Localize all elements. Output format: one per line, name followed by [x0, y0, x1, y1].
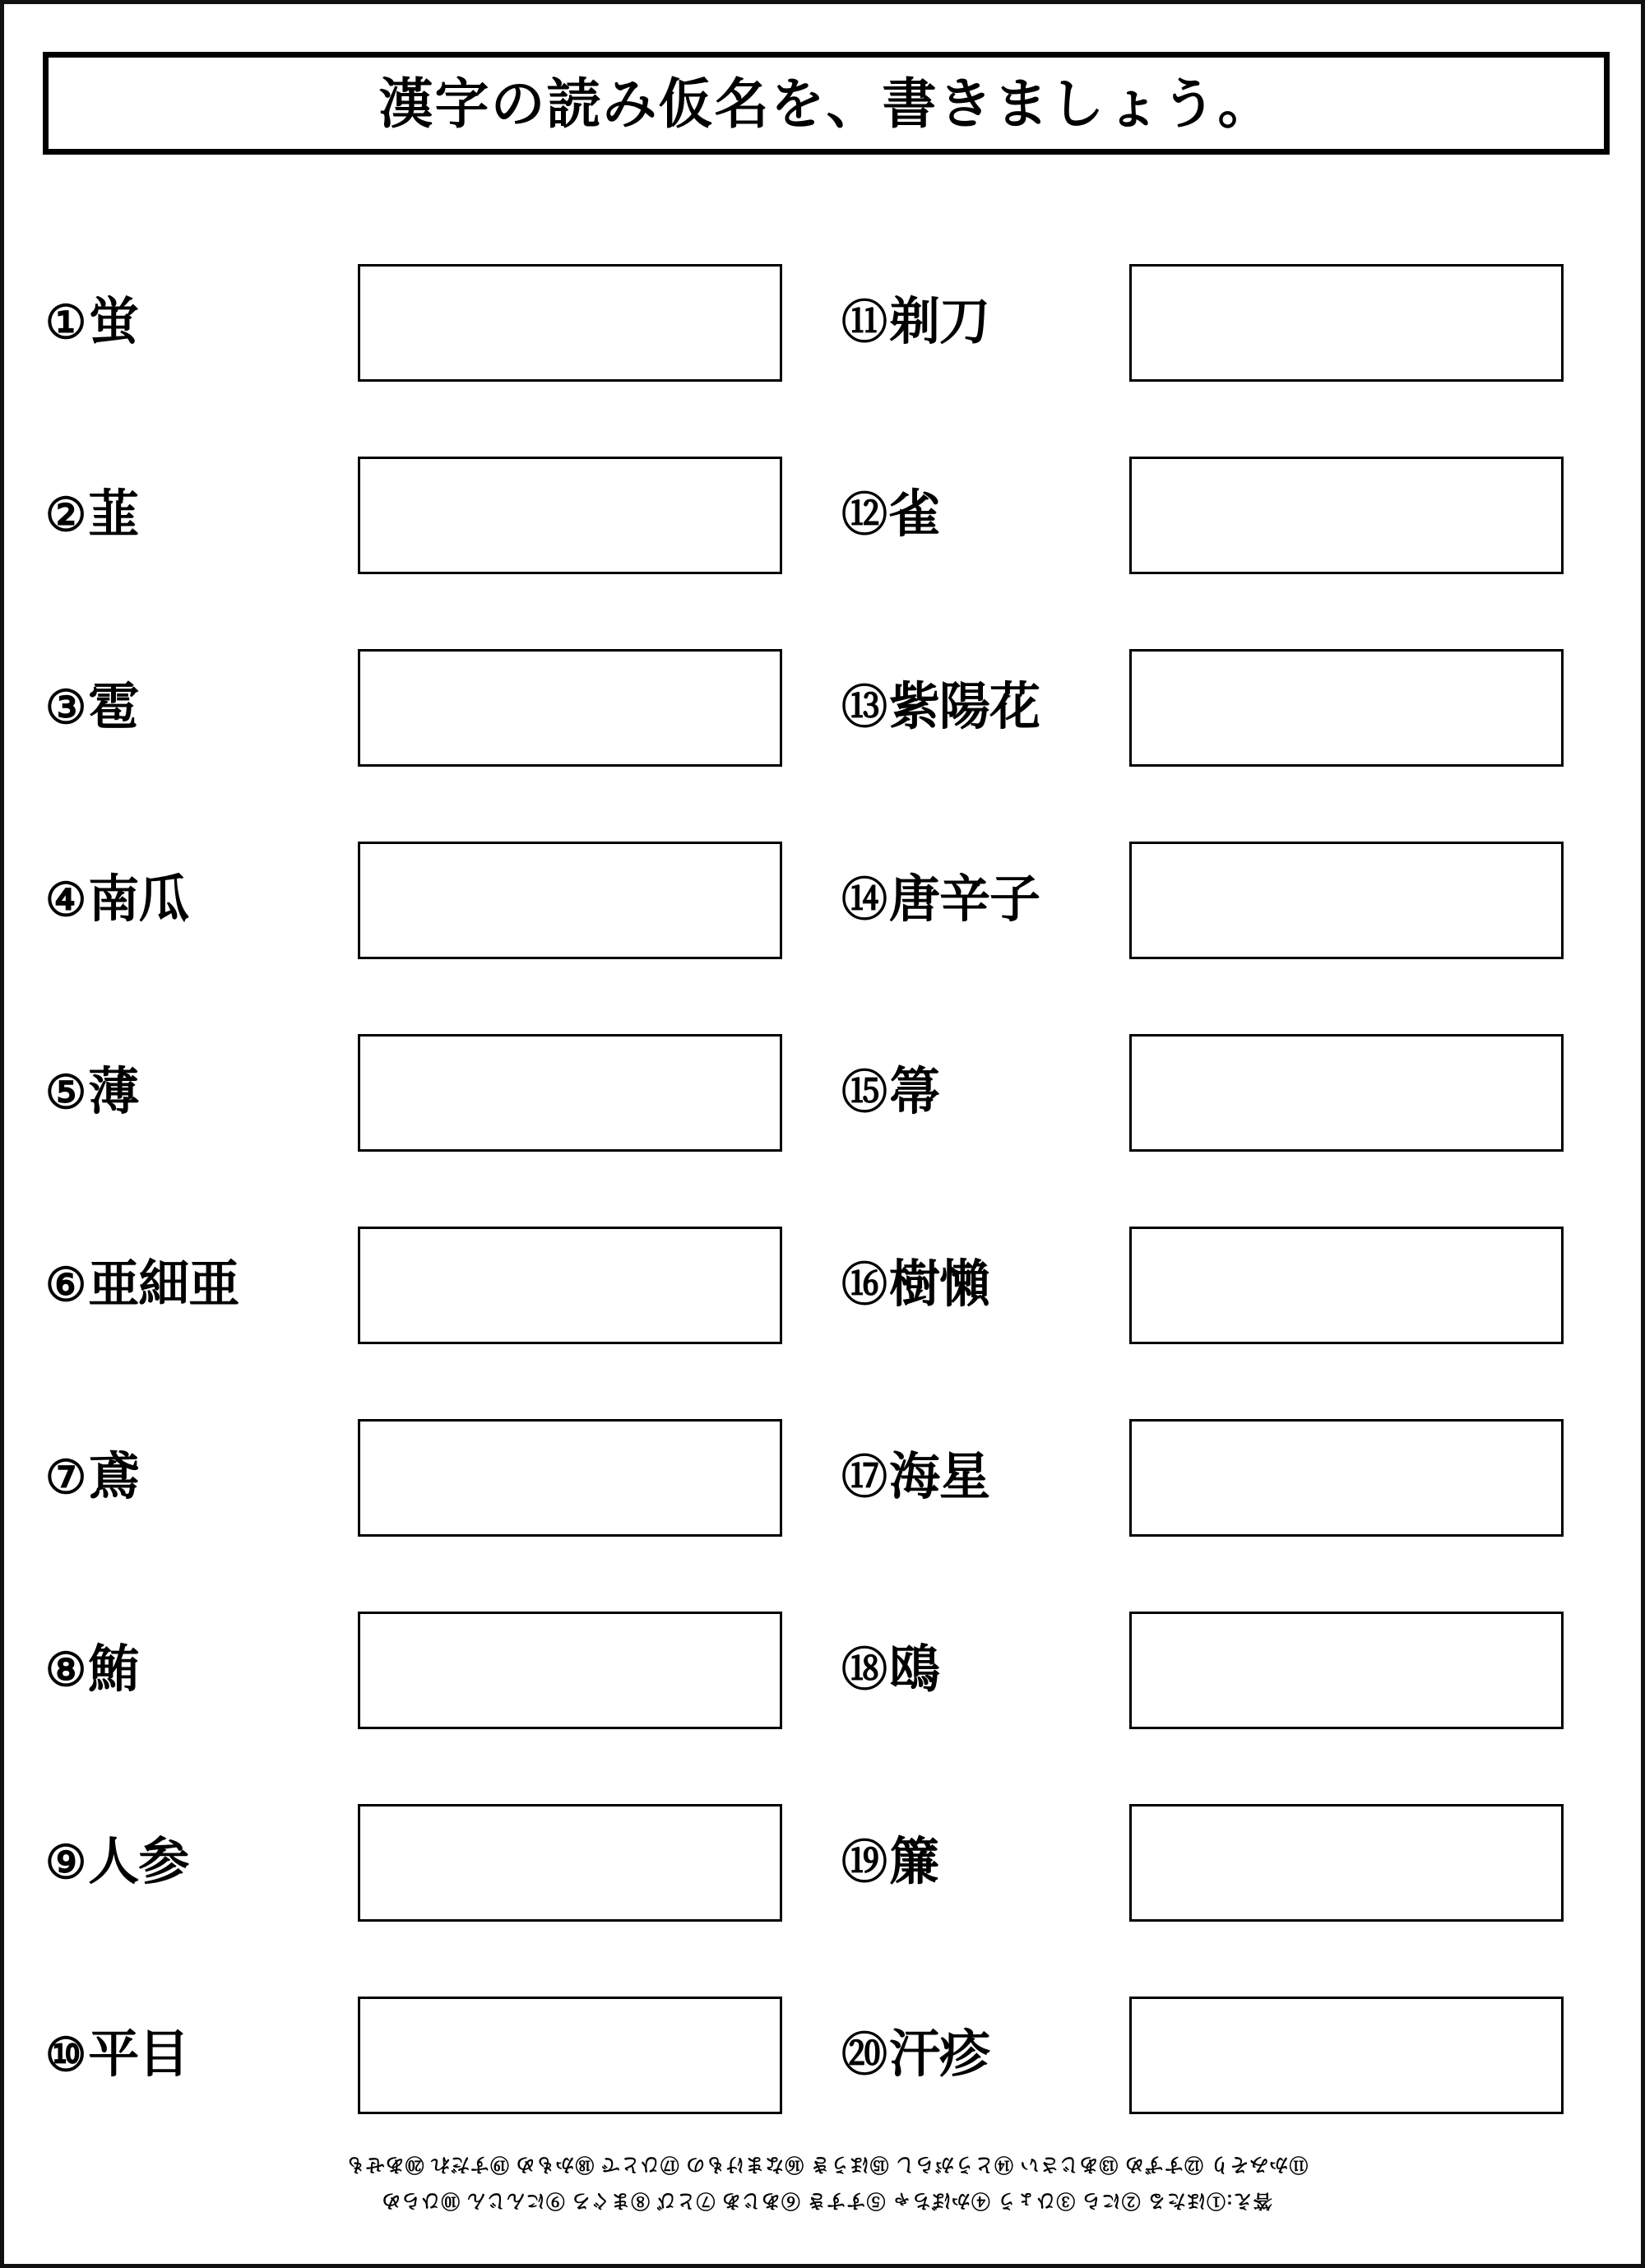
question-number: ④ [45, 874, 87, 925]
question-row [841, 804, 1624, 996]
answer-input[interactable] [1129, 1419, 1564, 1537]
answer-input[interactable] [1129, 649, 1564, 767]
question-row [45, 1959, 817, 2151]
question-number: ⑫ [841, 489, 887, 540]
page-title: 漢字の読み仮名を、書きましょう。 [378, 72, 1274, 134]
answer-input[interactable] [1129, 1612, 1564, 1729]
question-word: 亜細亜 [88, 1256, 239, 1313]
question-row [45, 804, 817, 996]
question-number: ⑮ [841, 1066, 887, 1118]
worksheet-title-bar [43, 52, 1610, 155]
question-word: 雹 [88, 679, 139, 735]
question-word: 鴎 [889, 1641, 940, 1698]
question-number: ⑳ [841, 2029, 887, 2080]
questions-column-right [827, 226, 1645, 2151]
question-label [841, 2026, 1129, 2083]
question-label [45, 2026, 358, 2083]
answer-input[interactable] [358, 842, 782, 959]
question-word: 海星 [889, 1449, 990, 1505]
question-label [841, 1834, 1129, 1890]
question-number: ③ [45, 681, 87, 733]
question-number: ⑯ [841, 1259, 887, 1310]
answer-input[interactable] [358, 1419, 782, 1537]
answer-key-line-2: ⑪かみそり ⑫すずめ ⑬あじさい ⑭とうがらし ⑮ほうき ⑯なまけもの ⑰ひとで ⑱かもめ ⑲すだれ ⑳あせも [345, 2154, 1309, 2176]
question-number: ① [45, 296, 87, 348]
answer-input[interactable] [358, 649, 782, 767]
answer-input[interactable] [1129, 1034, 1564, 1152]
question-number: ⑬ [841, 681, 887, 733]
question-word: 蛍 [88, 294, 139, 350]
questions-area [4, 226, 1645, 2151]
question-row [45, 996, 817, 1189]
question-word: 人参 [88, 1834, 189, 1890]
question-label [45, 1641, 358, 1698]
answer-input[interactable] [1129, 457, 1564, 574]
question-row [45, 611, 817, 804]
question-row [45, 1766, 817, 1959]
question-row [45, 1381, 817, 1574]
question-label [841, 1641, 1129, 1698]
question-number: ⑧ [45, 1644, 87, 1695]
answer-key-line-1: 答え:①ほたる ②にら ③ひょう ④かぼちゃ ⑤すすき ⑥あじあ ⑦とび ⑧まぐろ ⑨にんじん ⑩ひらめ [381, 2191, 1272, 2212]
question-label [45, 1449, 358, 1505]
question-label [841, 1449, 1129, 1505]
question-label [841, 294, 1129, 350]
question-word: 薄 [88, 1064, 139, 1120]
answer-input[interactable] [358, 1612, 782, 1729]
question-number: ⑨ [45, 1836, 87, 1888]
question-word: 簾 [889, 1834, 940, 1890]
answer-key-footer [4, 2142, 1645, 2241]
answer-input[interactable] [358, 264, 782, 382]
question-label [841, 871, 1129, 928]
question-row [45, 1189, 817, 1381]
question-row [841, 996, 1624, 1189]
question-number: ⑰ [841, 1451, 887, 1503]
question-row [841, 419, 1624, 611]
answer-input[interactable] [1129, 1227, 1564, 1344]
answer-input[interactable] [1129, 1804, 1564, 1922]
question-label [841, 1256, 1129, 1313]
question-word: 唐辛子 [889, 871, 1040, 928]
question-label [841, 486, 1129, 543]
question-word: 箒 [889, 1064, 940, 1120]
question-label [45, 1256, 358, 1313]
answer-input[interactable] [358, 1804, 782, 1922]
question-label [45, 1064, 358, 1120]
question-row [841, 1381, 1624, 1574]
answer-input[interactable] [358, 1227, 782, 1344]
questions-column-left [4, 226, 827, 2151]
question-number: ⑥ [45, 1259, 87, 1310]
answer-input[interactable] [358, 1034, 782, 1152]
question-label [45, 294, 358, 350]
question-number: ⑦ [45, 1451, 87, 1503]
question-row [841, 1766, 1624, 1959]
question-row [841, 226, 1624, 419]
question-word: 南瓜 [88, 871, 189, 928]
question-word: 汗疹 [889, 2026, 990, 2083]
question-row [841, 611, 1624, 804]
answer-input[interactable] [1129, 842, 1564, 959]
question-word: 鮪 [88, 1641, 139, 1698]
question-row [841, 1189, 1624, 1381]
question-word: 紫陽花 [889, 679, 1040, 735]
question-number: ⑤ [45, 1066, 87, 1118]
question-label [841, 679, 1129, 735]
question-word: 鳶 [88, 1449, 139, 1505]
answer-input[interactable] [358, 457, 782, 574]
question-number: ⑱ [841, 1644, 887, 1695]
question-word: 雀 [889, 486, 940, 543]
question-number: ② [45, 489, 87, 540]
question-word: 韮 [88, 486, 139, 543]
question-number: ⑲ [841, 1836, 887, 1888]
question-row [45, 1574, 817, 1766]
question-word: 樹懶 [889, 1256, 990, 1313]
question-number: ⑪ [841, 296, 887, 348]
question-label [45, 871, 358, 928]
question-row [841, 1959, 1624, 2151]
answer-input[interactable] [1129, 264, 1564, 382]
question-label [45, 679, 358, 735]
answer-input[interactable] [358, 1997, 782, 2114]
question-word: 平目 [88, 2026, 189, 2083]
question-number: ⑭ [841, 874, 887, 925]
answer-input[interactable] [1129, 1997, 1564, 2114]
question-label [841, 1064, 1129, 1120]
question-row [45, 226, 817, 419]
question-word: 剃刀 [889, 294, 990, 350]
question-row [841, 1574, 1624, 1766]
question-number: ⑩ [45, 2029, 87, 2080]
question-label [45, 486, 358, 543]
question-label [45, 1834, 358, 1890]
question-row [45, 419, 817, 611]
